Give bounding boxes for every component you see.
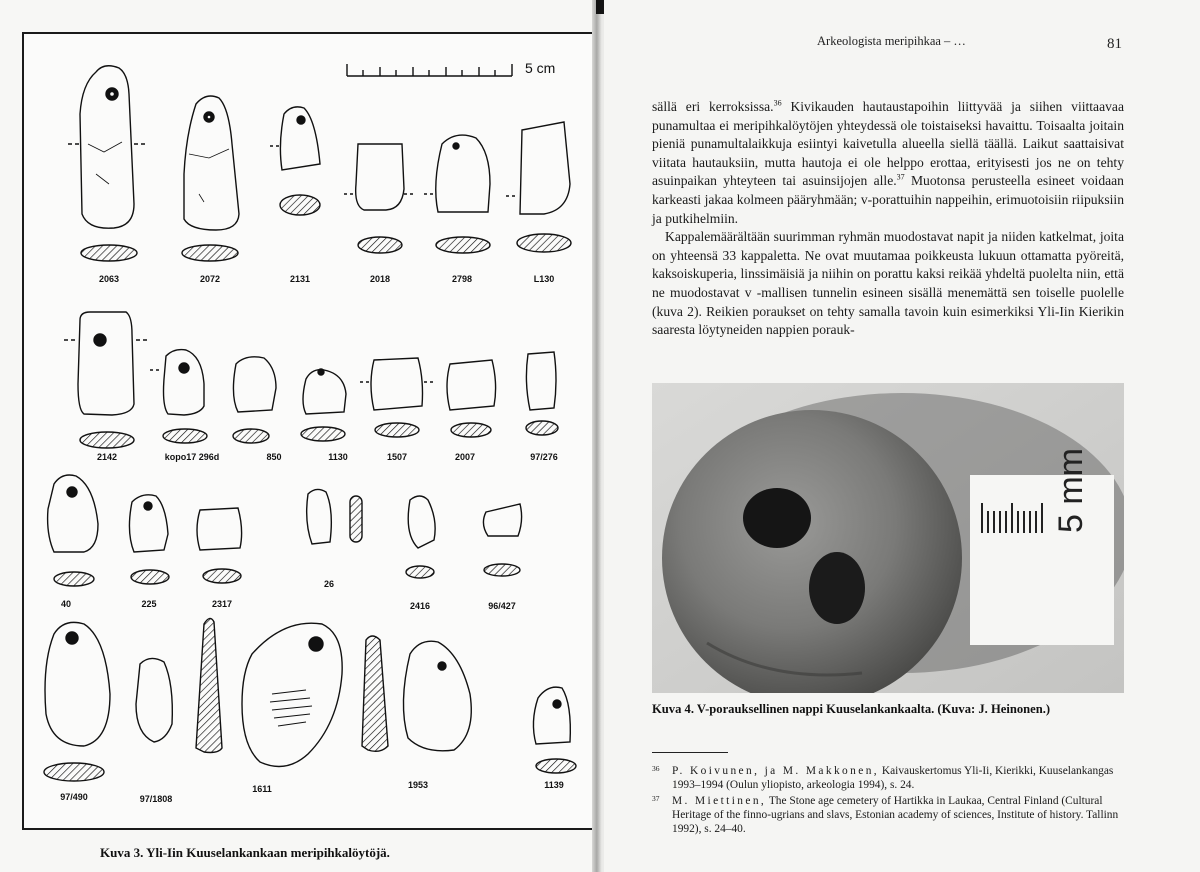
label-97-490: 97/490 (60, 792, 88, 802)
label-1507: 1507 (386, 452, 408, 462)
button-2007 (447, 360, 496, 437)
label-96-427: 96/427 (488, 601, 516, 611)
label-2018: 2018 (369, 274, 391, 284)
footnote-number: 37 (652, 794, 660, 803)
footnote-author: P. Koivunen, ja M. Makkonen, (672, 765, 880, 777)
label-26: 26 (323, 579, 335, 589)
label-2416: 2416 (409, 601, 431, 611)
label-2798: 2798 (451, 274, 473, 284)
pendant-40 (48, 475, 98, 586)
label-1139: 1139 (544, 780, 564, 790)
footnote-37 (652, 794, 1124, 837)
button-2317 (197, 508, 242, 583)
label-97-276: 97/276 (530, 452, 558, 462)
figure-4-caption: Kuva 4. V-porauksellinen nappi Kuuselankankaalta. (Kuva: J. Heinonen.) (652, 702, 1051, 716)
footnote-ref-37[interactable]: 37 (896, 172, 905, 182)
label-40: 40 (60, 599, 72, 609)
photo-scale-label: 5 mm (1052, 448, 1090, 533)
footnote-ref-36[interactable]: 36 (773, 98, 782, 108)
pendant-97-1808 (136, 658, 172, 742)
amber-button-photo (652, 383, 1124, 693)
pendant-L130 (506, 122, 571, 252)
label-L130: L130 (533, 274, 555, 284)
pendant-2063 (68, 66, 148, 261)
amber-finds-figure (22, 32, 594, 830)
amber-drawings (24, 34, 596, 832)
photo-image (652, 383, 1124, 693)
pendant-2072 (182, 96, 239, 261)
tube-bead-2 (362, 636, 388, 751)
label-1611: 1611 (252, 784, 272, 794)
paragraph-2: Kappalemäärältään suurimman ryhmän muodostavat napit ja niiden katkelmat, joita on yhteensä 33 kappaletta. Ne ovat muutamaa poikkeusta lukuun ottamatta pyöreitä, kaksoiskuperia, linssimäisiä ja niihin on porattu kaksi reikää yhdeltä puolelta niin, että ne muodostavat v -mallisen tunnelin esineen sisällä menemättä sen toiselle puolelle (kuva 2). Reikien poraukset on tehty samalla tavoin kuin esimerkiksi Yli-Iin Kierikin saaresta löytyneiden nappien porauk- (652, 229, 1124, 338)
page-number: 81 (1107, 36, 1122, 52)
pendant-1611 (242, 623, 342, 766)
running-head: Arkeologista meripihkaa – … (817, 34, 966, 48)
button-2018 (344, 144, 416, 253)
button-97-276 (526, 352, 558, 435)
label-kopo17-296d: kopo17 296d (164, 452, 220, 462)
footnote-author: M. Miettinen, (672, 795, 767, 807)
button-2416 (406, 496, 435, 578)
label-2142: 2142 (96, 452, 118, 462)
footnote-text: Kaivauskertomus Yli-Ii, Kierikki, Kuuselankangas 1993–1994 (Oulun yliopisto, arkeologia 1994), s. 24. (672, 765, 1114, 792)
footnote-rule (652, 752, 728, 753)
button-2798 (424, 135, 490, 253)
pendant-1953 (403, 641, 471, 751)
label-850: 850 (266, 452, 282, 462)
label-1953: 1953 (407, 780, 429, 790)
footnote-text: The Stone age cemetery of Hartikka in Laukaa, Central Finland (Cultural Heritage of the finno-ugrians and slavs, Estonian academy of sciences, Institute of history. Tallinn 1992), s. 24–40. (672, 795, 1119, 836)
label-97-1808: 97/1808 (139, 794, 173, 804)
button-225 (129, 495, 169, 584)
tube-bead-1 (196, 618, 222, 752)
footnote-number: 36 (652, 764, 660, 773)
button-1130 (301, 369, 346, 441)
scale-label: 5 cm (525, 60, 556, 76)
paragraph-1: sällä eri kerroksissa.$^{36}$ Kivikauden hautaustapoihin liittyvää ja siihen viittaavaa punamultaa ei meripihkalöytöjen yhteydessä ole toistaiseksi havaittu. Toisaalta joitain pieniä punamultalaikkuja esiintyi kaivetulla alueella siellä täällä. Laikut saattaisivat viitata hautauksiin, mutta hautoja ei ole helppo erottaa, erityisesti jos ne on tehty asuinpaikan yhteyteen tai asuinsijojen alle.$^{37}$ Muotonsa perusteella esineet voidaan karkeasti jakaa kolmeen pääryhmään; v-porattuihin nappeihin, erimuotoisiin riipuksiin ja putkihelmiin. (652, 98, 1124, 226)
pendant-2142 (64, 312, 148, 448)
button-850 (233, 357, 276, 443)
pendant-1139 (533, 687, 576, 773)
button-96-427 (483, 504, 521, 576)
label-2072: 2072 (199, 274, 221, 284)
label-225: 225 (141, 599, 157, 609)
label-2063: 2063 (98, 274, 120, 284)
label-2007: 2007 (454, 452, 476, 462)
scale-bar (347, 64, 512, 76)
label-1130: 1130 (328, 452, 348, 462)
body-text (652, 98, 1124, 340)
figure-3-caption: Kuva 3. Yli-Iin Kuuselankankaan meripihkalöytöjä. (100, 845, 390, 860)
label-2317: 2317 (211, 599, 233, 609)
pendant-97-490 (44, 622, 110, 781)
label-2131: 2131 (289, 274, 311, 284)
button-1507 (360, 358, 436, 437)
footnote-36 (652, 764, 1124, 792)
pendant-2131 (270, 107, 320, 215)
left-page (0, 0, 596, 872)
button-kopo17-296d (150, 350, 207, 443)
button-26 (307, 489, 362, 544)
